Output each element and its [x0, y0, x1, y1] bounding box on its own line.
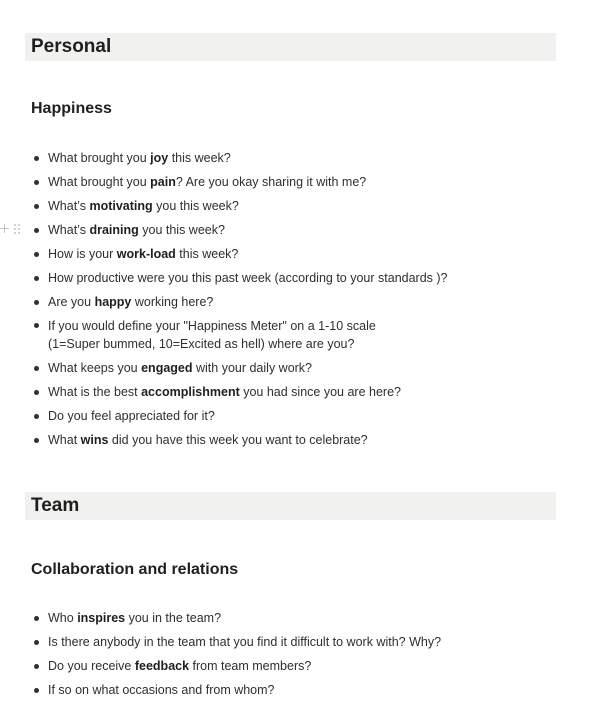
bullet-dot	[34, 366, 39, 371]
bullet-dot	[34, 276, 39, 281]
list-item[interactable]	[0, 218, 599, 242]
bullet-dot	[34, 228, 39, 233]
happiness-question-list	[0, 146, 599, 452]
list-item[interactable]	[0, 630, 599, 654]
list-item-text: you this week?	[138, 223, 225, 237]
list-item-text: If so on what occasions and from whom?	[48, 683, 275, 697]
list-item[interactable]	[0, 380, 599, 404]
list-item-text: What	[48, 433, 81, 447]
list-item-text: you this week?	[152, 199, 239, 213]
section-title: Team	[31, 495, 80, 516]
list-item-text: What brought you	[48, 151, 151, 165]
list-item-emphasis: accomplishment	[141, 385, 240, 399]
bullet-dot	[34, 640, 39, 645]
list-item-text: If you would define your "Happiness Meter" on a 1-10 scale	[48, 319, 376, 333]
list-item-text: Do you receive	[48, 659, 135, 673]
bullet-dot	[34, 323, 39, 328]
list-item-text: from team members?	[189, 659, 312, 673]
list-item-text: What’s	[48, 223, 90, 237]
list-item-text: working here?	[131, 295, 214, 309]
bullet-dot	[34, 664, 39, 669]
list-item[interactable]	[0, 242, 599, 266]
subheading-collaboration: Collaboration and relations	[31, 561, 239, 578]
bullet-dot	[34, 390, 39, 395]
list-item-text: What keeps you	[48, 361, 142, 375]
list-item-text: Is there anybody in the team that you find it difficult to work with? Why?	[48, 635, 442, 649]
bullet-dot	[34, 204, 39, 209]
list-item-text: this week?	[175, 247, 239, 261]
list-item[interactable]	[0, 428, 599, 452]
collaboration-question-list	[0, 606, 599, 702]
section-header-personal	[25, 33, 556, 61]
list-item-emphasis: feedback	[134, 659, 190, 673]
bullet-dot	[34, 616, 39, 621]
list-item-emphasis: draining	[89, 223, 139, 237]
list-item[interactable]	[0, 404, 599, 428]
bullet-dot	[34, 156, 39, 161]
list-item-text: What is the best	[48, 385, 142, 399]
list-item-text: Are you	[48, 295, 95, 309]
section-header-team	[25, 492, 556, 520]
list-item-emphasis: wins	[80, 433, 109, 447]
list-item-emphasis: joy	[150, 151, 169, 165]
list-item-emphasis: work-load	[116, 247, 176, 261]
list-item[interactable]	[0, 266, 599, 290]
subheading-happiness: Happiness	[31, 100, 112, 117]
list-item-text: What’s	[48, 199, 90, 213]
list-item[interactable]	[0, 194, 599, 218]
list-item[interactable]	[0, 678, 599, 702]
list-item-text: did you have this week you want to celebrate?	[108, 433, 368, 447]
bullet-dot	[34, 688, 39, 693]
bullet-dot	[34, 252, 39, 257]
list-item-emphasis: happy	[94, 295, 132, 309]
list-item[interactable]	[0, 606, 599, 630]
plus-icon[interactable]	[0, 224, 9, 233]
list-item-emphasis: engaged	[141, 361, 193, 375]
list-item[interactable]	[0, 290, 599, 314]
block-handle[interactable]	[0, 218, 26, 242]
list-item[interactable]	[0, 314, 599, 356]
bullet-dot	[34, 414, 39, 419]
list-item[interactable]	[0, 146, 599, 170]
list-item-text: ? Are you okay sharing it with me?	[175, 175, 367, 189]
list-item-text: this week?	[168, 151, 231, 165]
list-item-text: (1=Super bummed, 10=Excited as hell) where are you?	[48, 337, 355, 351]
drag-handle-icon[interactable]	[14, 224, 20, 235]
bullet-dot	[34, 438, 39, 443]
list-item-text: How productive were you this past week (according to your standards )?	[48, 271, 448, 285]
bullet-dot	[34, 180, 39, 185]
list-item-emphasis: pain	[150, 175, 176, 189]
list-item-text: How is your	[48, 247, 117, 261]
list-item[interactable]	[0, 170, 599, 194]
list-item-text: you in the team?	[125, 611, 222, 625]
bullet-dot	[34, 300, 39, 305]
list-item[interactable]	[0, 356, 599, 380]
list-item-emphasis: inspires	[77, 611, 126, 625]
list-item-text: you had since you are here?	[239, 385, 401, 399]
list-item-emphasis: motivating	[89, 199, 153, 213]
list-item-text: Who	[48, 611, 78, 625]
list-item-text: What brought you	[48, 175, 151, 189]
list-item[interactable]	[0, 654, 599, 678]
list-item-text: Do you feel appreciated for it?	[48, 409, 215, 423]
list-item-text: with your daily work?	[192, 361, 313, 375]
section-title: Personal	[31, 36, 112, 57]
